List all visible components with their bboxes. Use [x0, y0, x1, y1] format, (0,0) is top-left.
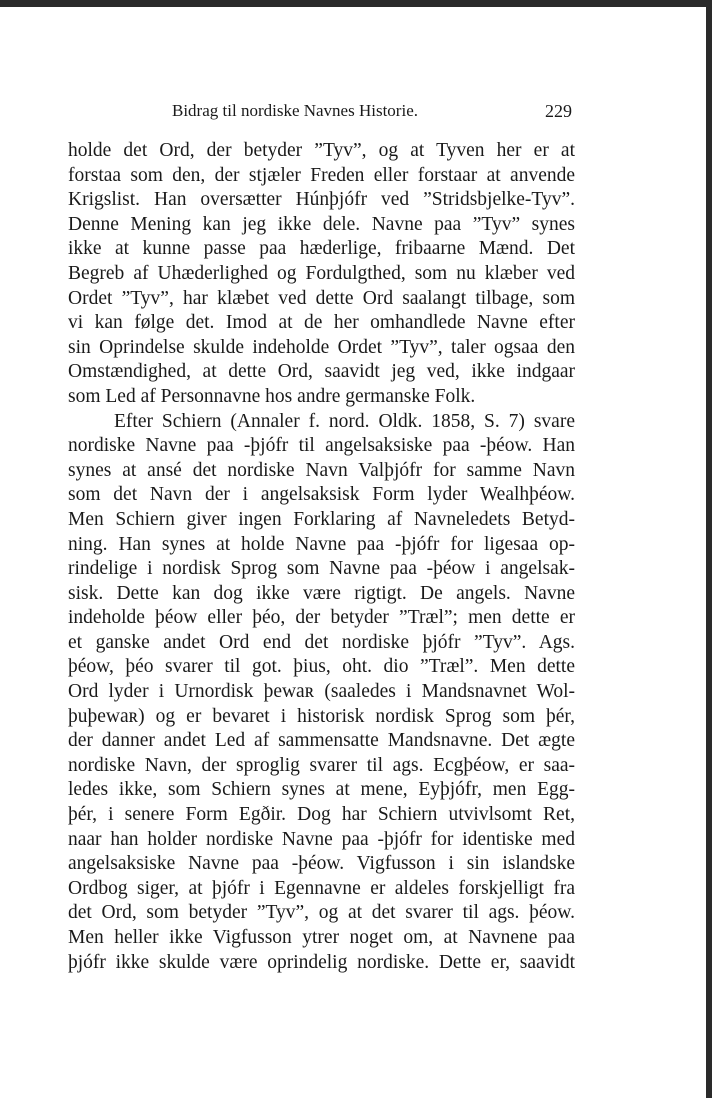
text-line: Men Schiern giver ingen Forklaring af Navneledets Betyd- [68, 508, 575, 530]
body-text [68, 139, 575, 975]
running-title: Bidrag til nordiske Navnes Historie. [172, 101, 418, 120]
text-line: sin Oprindelse skulde indeholde Ordet ”Tyv”, taler ogsaa den [68, 336, 575, 358]
text-line: þér, i senere Form Egðir. Dog har Schiern utvivlsomt Ret, [68, 804, 575, 826]
text-line: indeholde þéow eller þéo, der betyder ”Træl”; men dette er [68, 607, 575, 629]
text-line: vi kan følge det. Imod at de her omhandlede Navne efter [68, 312, 575, 334]
text-line: som Led af Personnavne hos andre germanske Folk. [68, 385, 476, 407]
text-line: þjófr ikke skulde være oprindelig nordiske. Dette er, saavidt [68, 951, 575, 973]
text-line: det Ord, som betyder ”Tyv”, og at det svarer til ags. þéow. [68, 902, 575, 924]
text-line: forstaa som den, der stjæler Freden eller forstaar at anvende [68, 164, 575, 186]
text-line: ning. Han synes at holde Navne paa -þjófr for ligesaa op- [68, 533, 575, 555]
text-line: Denne Mening kan jeg ikke dele. Navne paa ”Tyv” synes [68, 213, 575, 235]
text-line: Efter Schiern (Annaler f. nord. Oldk. 1858, S. 7) svare [114, 410, 575, 432]
text-line: Krigslist. Han oversætter Húnþjófr ved ”Stridsbjelke-Tyv”. [68, 189, 575, 211]
text-line: angelsaksiske Navne paa -þéow. Vigfusson i sin islandske [68, 853, 575, 875]
text-line: synes at ansé det nordiske Navn Valþjófr for samme Navn [68, 459, 575, 481]
text-line: Begreb af Uhæderlighed og Fordulgthed, som nu klæber ved [68, 262, 575, 284]
text-line: holde det Ord, der betyder ”Tyv”, og at Tyven her er at [68, 140, 575, 161]
text-line: nordiske Navn, der sproglig svarer til ags. Ecgþéow, er saa- [68, 754, 575, 776]
text-line: Omstændighed, at dette Ord, saavidt jeg ved, ikke indgaar [68, 361, 575, 383]
scan-right-edge [706, 0, 712, 1098]
text-line: et ganske andet Ord end det nordiske þjófr ”Tyv”. Ags. [68, 631, 575, 653]
page-number: 229 [545, 101, 572, 121]
text-line: þéow, þéo svarer til got. þius, oht. dio ”Træl”. Men dette [68, 656, 575, 678]
text-line: der danner andet Led af sammensatte Mandsnavne. Det ægte [68, 730, 575, 752]
running-header [172, 101, 572, 125]
text-line: Men heller ikke Vigfusson ytrer noget om, at Navnene paa [68, 927, 575, 948]
text-line: Ordet ”Tyv”, har klæbet ved dette Ord saalangt tilbage, som [68, 287, 575, 309]
text-line: Ordbog siger, at þjófr i Egennavne er aldeles forskjelligt fra [68, 877, 575, 899]
text-line: ikke at kunne passe paa hæderlige, fribaarne Mænd. Det [68, 238, 575, 260]
text-line: naar han holder nordiske Navne paa -þjófr for identiske med [68, 828, 575, 850]
text-line: rindelige i nordisk Sprog som Navne paa -þéow i angelsak- [68, 558, 575, 580]
text-line: Ord lyder i Urnordisk þewaʀ (saaledes i Mandsnavnet Wol- [68, 681, 575, 703]
text-line: som det Navn der i angelsaksisk Form lyder Wealhþéow. [68, 484, 575, 506]
scan-top-edge [0, 0, 712, 7]
text-line: nordiske Navne paa -þjófr til angelsaksiske paa -þéow. Han [68, 435, 575, 457]
text-line: ledes ikke, som Schiern synes at mene, Eyþjófr, men Egg- [68, 779, 575, 801]
text-line: þuþewaʀ) og er bevaret i historisk nordisk Sprog som þér, [68, 705, 575, 727]
text-line: sisk. Dette kan dog ikke være rigtigt. De angels. Navne [68, 582, 575, 604]
